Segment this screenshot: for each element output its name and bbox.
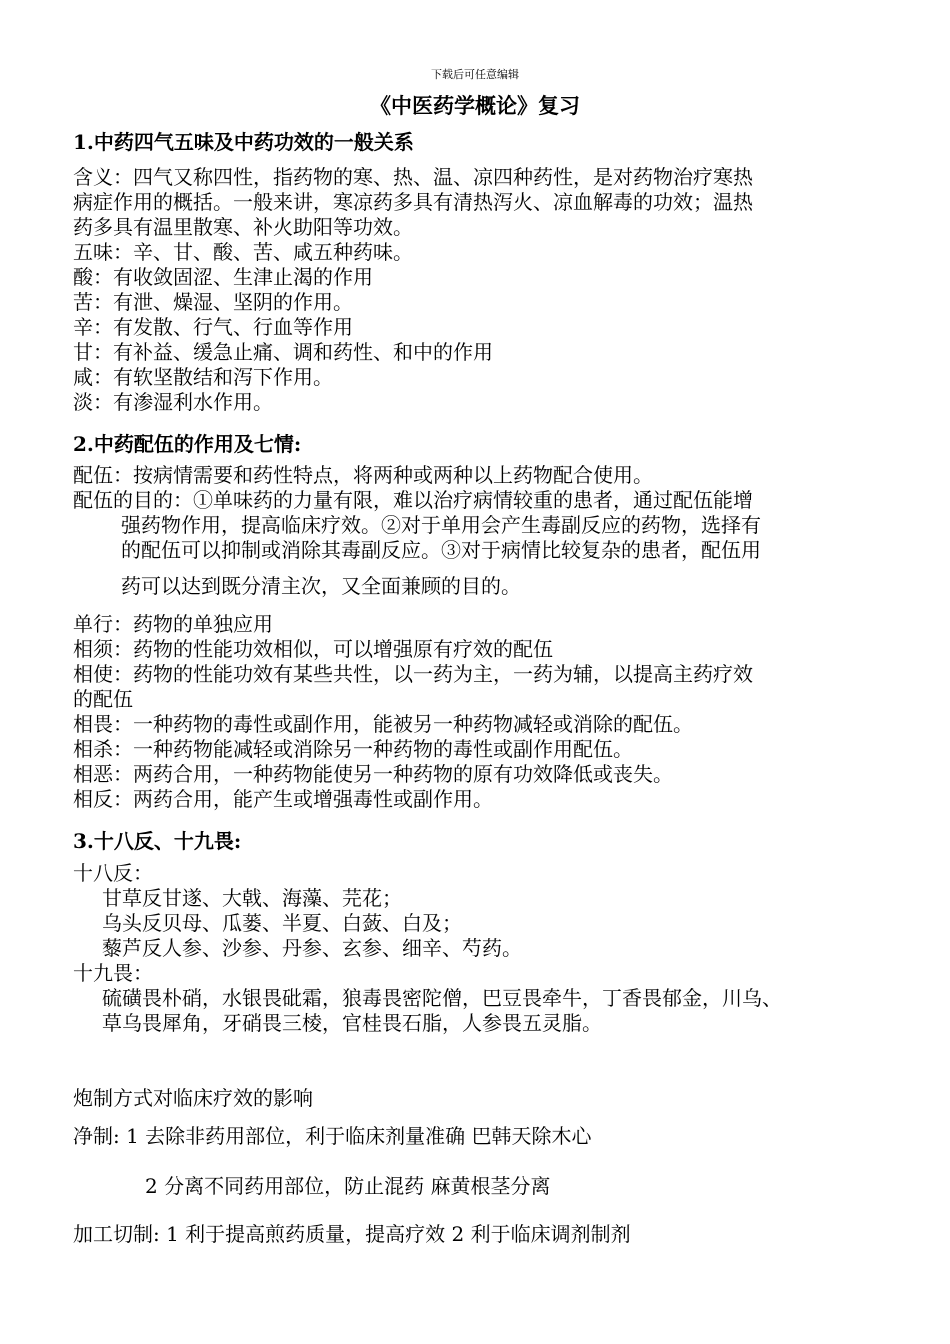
- s4-line-4: 加工切制: 1 利于提高煎药质量，提高疗效 2 利于临床调剂制剂: [73, 1222, 631, 1246]
- s2-line-10: 相畏：一种药物的毒性或副作用，能被另一种药物减轻或消除的配伍。: [73, 712, 693, 736]
- s2-line-13: 相反：两药合用，能产生或增强毒性或副作用。: [73, 787, 493, 811]
- s1-line-4: 五味：辛、甘、酸、苦、咸五种药味。: [73, 240, 413, 264]
- page-header: 下载后可任意编辑: [431, 68, 519, 81]
- s2-line-5: 药可以达到既分清主次，又全面兼顾的目的。: [121, 574, 521, 598]
- s2-line-12: 相恶：两药合用，一种药物能使另一种药物的原有功效降低或丧失。: [73, 762, 673, 786]
- section-1-heading: 1.中药四气五味及中药功效的一般关系: [73, 130, 414, 154]
- s1-line-5: 酸：有收敛固涩、生津止渴的作用: [73, 265, 373, 289]
- s1-line-6: 苦：有泄、燥湿、坚阴的作用。: [73, 290, 353, 314]
- section-2-heading: 2.中药配伍的作用及七情:: [73, 432, 302, 456]
- s2-line-11: 相杀：一种药物能减轻或消除另一种药物的毒性或副作用配伍。: [73, 737, 633, 761]
- s1-line-7: 辛：有发散、行气、行血等作用: [73, 315, 353, 339]
- s4-line-2: 净制: 1 去除非药用部位，利于临床剂量准确 巴韩天除木心: [73, 1124, 592, 1148]
- s1-line-10: 淡：有渗湿利水作用。: [73, 390, 273, 414]
- s3-line-2: 甘草反甘遂、大戟、海藻、芫花；: [102, 886, 402, 910]
- s3-line-3: 乌头反贝母、瓜蒌、半夏、白蔹、白及；: [102, 911, 462, 935]
- s2-line-1: 配伍：按病情需要和药性特点，将两种或两种以上药物配合使用。: [73, 463, 653, 487]
- s2-line-9: 的配伍: [73, 687, 133, 711]
- s1-line-1: 含义：四气又称四性，指药物的寒、热、温、凉四种药性，是对药物治疗寒热: [73, 165, 753, 189]
- s1-line-3: 药多具有温里散寒、补火助阳等功效。: [73, 215, 413, 239]
- s1-line-8: 甘：有补益、缓急止痛、调和药性、和中的作用: [73, 340, 493, 364]
- page-title: 《中医药学概论》复习: [370, 93, 580, 118]
- s2-line-3: 强药物作用，提高临床疗效。②对于单用会产生毒副反应的药物，选择有: [121, 513, 761, 537]
- s3-line-5: 十九畏：: [73, 961, 153, 985]
- s1-line-2: 病症作用的概括。一般来讲，寒凉药多具有清热泻火、凉血解毒的功效；温热: [73, 190, 753, 214]
- s4-line-1: 炮制方式对临床疗效的影响: [73, 1086, 313, 1110]
- s2-line-8: 相使：药物的性能功效有某些共性，以一药为主，一药为辅，以提高主药疗效: [73, 662, 753, 686]
- s3-line-4: 藜芦反人参、沙参、丹参、玄参、细辛、芍药。: [102, 936, 522, 960]
- s1-line-9: 咸：有软坚散结和泻下作用。: [73, 365, 333, 389]
- s3-line-7: 草乌畏犀角，牙硝畏三棱，官桂畏石脂，人参畏五灵脂。: [102, 1011, 602, 1035]
- s4-line-3: 2 分离不同药用部位，防止混药 麻黄根茎分离: [145, 1174, 551, 1198]
- s3-line-1: 十八反：: [73, 861, 153, 885]
- s3-line-6: 硫磺畏朴硝，水银畏砒霜，狼毒畏密陀僧，巴豆畏牵牛，丁香畏郁金，川乌、: [102, 986, 782, 1010]
- s2-line-4: 的配伍可以抑制或消除其毒副反应。③对于病情比较复杂的患者，配伍用: [121, 538, 761, 562]
- s2-line-2: 配伍的目的：①单味药的力量有限，难以治疗病情较重的患者，通过配伍能增: [73, 488, 753, 512]
- s2-line-7: 相须：药物的性能功效相似，可以增强原有疗效的配伍: [73, 637, 553, 661]
- s2-line-6: 单行：药物的单独应用: [73, 612, 273, 636]
- section-3-heading: 3.十八反、十九畏:: [73, 829, 242, 853]
